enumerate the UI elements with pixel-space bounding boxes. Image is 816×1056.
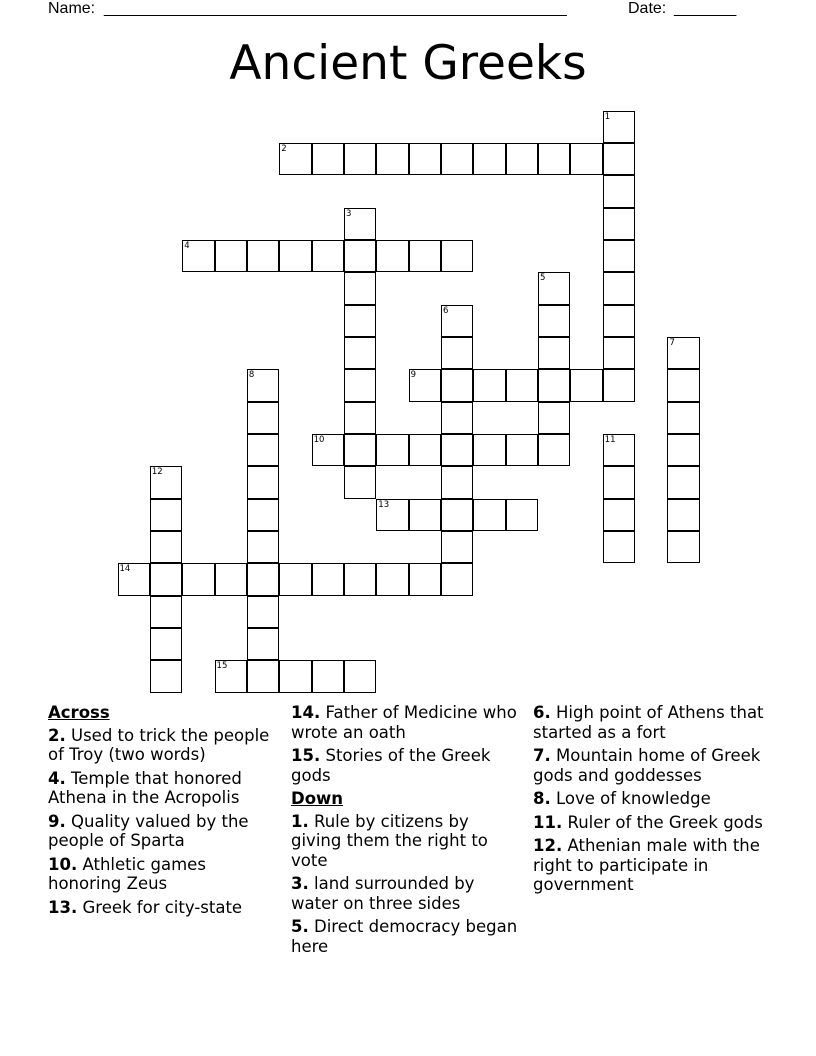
page-title: Ancient Greeks: [229, 36, 587, 91]
grid-cell[interactable]: [344, 337, 376, 369]
grid-cell[interactable]: [441, 563, 473, 595]
clue-number: 5: [540, 273, 546, 284]
grid-cell[interactable]: [441, 240, 473, 272]
grid-cell[interactable]: [118, 563, 150, 595]
clue-across-15: 15. Stories of the Greek gods: [291, 746, 491, 785]
grid-cell[interactable]: [667, 337, 699, 369]
grid-cell[interactable]: [603, 208, 635, 240]
name-blank: ____________________________________________________: [104, 0, 567, 17]
grid-cell[interactable]: [344, 402, 376, 434]
clues-column-1: [48, 703, 278, 921]
down-heading: Down: [291, 789, 344, 808]
grid-cell[interactable]: [603, 434, 635, 466]
grid-cell[interactable]: [441, 466, 473, 498]
grid-cell[interactable]: [182, 240, 214, 272]
grid-cell[interactable]: [150, 466, 182, 498]
grid-cell[interactable]: [570, 143, 602, 175]
grid-cell[interactable]: [409, 434, 441, 466]
grid-cell[interactable]: [473, 369, 505, 401]
grid-cell[interactable]: [667, 402, 699, 434]
grid-cell[interactable]: [344, 305, 376, 337]
grid-cell[interactable]: [279, 143, 311, 175]
grid-cell[interactable]: [570, 369, 602, 401]
grid-cell[interactable]: [247, 596, 279, 628]
clue-number: 1: [604, 111, 611, 122]
grid-cell[interactable]: [215, 563, 247, 595]
grid-cell[interactable]: [441, 402, 473, 434]
grid-cell[interactable]: [150, 563, 182, 595]
grid-cell[interactable]: [312, 660, 344, 692]
grid-cell[interactable]: [215, 240, 247, 272]
grid-cell[interactable]: [409, 563, 441, 595]
clues-column-3: [533, 703, 773, 899]
grid-cell[interactable]: [506, 499, 538, 531]
grid-cell[interactable]: [344, 563, 376, 595]
grid-cell[interactable]: [344, 660, 376, 692]
grid-cell[interactable]: [376, 240, 408, 272]
name-label: Name:: [48, 0, 96, 17]
clue-number: 11: [604, 435, 616, 445]
clue-number: 13: [378, 499, 390, 510]
clue-number: 8: [248, 370, 255, 381]
grid-cell[interactable]: [279, 563, 311, 595]
grid-cell[interactable]: [247, 531, 279, 563]
grid-cell[interactable]: [247, 369, 279, 401]
grid-cell[interactable]: [409, 499, 441, 531]
grid-cell[interactable]: [473, 499, 505, 531]
clue-number: 10: [313, 435, 325, 445]
header: [0, 0, 816, 20]
grid-cell[interactable]: [312, 143, 344, 175]
grid-cell[interactable]: [215, 660, 247, 692]
grid-cell[interactable]: [376, 499, 408, 531]
grid-cell[interactable]: [506, 143, 538, 175]
clue-across-14: 14. Father of Medicine who wrote an oath: [291, 703, 517, 742]
grid-cell[interactable]: [603, 466, 635, 498]
grid-cell[interactable]: [247, 628, 279, 660]
grid-cell[interactable]: [538, 402, 570, 434]
clue-across-10: 10. Athletic games honoring Zeus: [48, 854, 206, 893]
grid-cell[interactable]: [441, 369, 473, 401]
clue-number: 9: [410, 370, 417, 381]
clue-down-8: 8. Love of knowledge: [533, 789, 711, 808]
grid-cell[interactable]: [441, 337, 473, 369]
grid-cell[interactable]: [247, 499, 279, 531]
clue-number: 12: [151, 467, 163, 478]
grid-cell[interactable]: [603, 369, 635, 401]
grid-cell[interactable]: [409, 369, 441, 401]
grid-cell[interactable]: [667, 499, 699, 531]
grid-cell[interactable]: [441, 143, 473, 175]
grid-cell[interactable]: [441, 434, 473, 466]
clue-number: 15: [216, 661, 228, 672]
grid-cell[interactable]: [279, 240, 311, 272]
grid-cell[interactable]: [538, 305, 570, 337]
across-heading: Across: [48, 703, 110, 722]
grid-cell[interactable]: [150, 531, 182, 563]
grid-cell[interactable]: [376, 434, 408, 466]
grid-cell[interactable]: [312, 563, 344, 595]
grid-cell[interactable]: [376, 563, 408, 595]
clue-number: 4: [184, 240, 190, 251]
grid-cell[interactable]: [247, 402, 279, 434]
grid-cell[interactable]: [344, 240, 376, 272]
clue-down-1: 1. Rule by citizens by giving them the right to vote: [291, 811, 488, 870]
grid-cell[interactable]: [603, 337, 635, 369]
grid-cell[interactable]: [603, 143, 635, 175]
grid-cell[interactable]: [603, 175, 635, 207]
grid-cell[interactable]: [603, 531, 635, 563]
date-label: Date:: [628, 0, 667, 17]
grid-cell[interactable]: [344, 434, 376, 466]
grid-cell[interactable]: [344, 272, 376, 304]
grid-cell[interactable]: [409, 143, 441, 175]
clue-down-3: 3. land surrounded by water on three sides: [291, 874, 475, 913]
clue-down-11: 11. Ruler of the Greek gods: [533, 812, 763, 832]
clue-number: 7: [669, 337, 675, 348]
clue-number: 14: [119, 564, 131, 575]
date-blank: _______: [674, 0, 737, 17]
grid-cell[interactable]: [441, 531, 473, 563]
grid-cell[interactable]: [441, 305, 473, 337]
clues-column-2: [291, 703, 521, 960]
grid-cell[interactable]: [344, 208, 376, 240]
grid-cell[interactable]: [150, 596, 182, 628]
clue-down-12: 12. Athenian male with the right to participate in government: [533, 836, 760, 894]
clue-number: 2: [281, 143, 287, 154]
grid-cell[interactable]: [506, 434, 538, 466]
grid-cell[interactable]: [603, 272, 635, 304]
grid-cell[interactable]: [538, 337, 570, 369]
grid-cell[interactable]: [667, 434, 699, 466]
grid-cell[interactable]: [312, 240, 344, 272]
grid-cell[interactable]: [506, 369, 538, 401]
grid-cell[interactable]: [376, 143, 408, 175]
grid-cell[interactable]: [150, 628, 182, 660]
grid-cell[interactable]: [603, 499, 635, 531]
clue-down-7: 7. Mountain home of Greek gods and goddesses: [533, 746, 761, 785]
grid-cell[interactable]: [247, 434, 279, 466]
grid-cell[interactable]: [279, 660, 311, 692]
grid-cell[interactable]: [247, 240, 279, 272]
clue-across-4: 4. Temple that honored Athena in the Acropolis: [48, 768, 242, 807]
grid-cell[interactable]: [667, 531, 699, 563]
clue-across-13: 13. Greek for city-state: [48, 897, 243, 917]
grid-cell[interactable]: [538, 434, 570, 466]
grid-cell[interactable]: [538, 143, 570, 175]
grid-cell[interactable]: [603, 240, 635, 272]
grid-cell[interactable]: [538, 369, 570, 401]
grid-cell[interactable]: [344, 466, 376, 498]
grid-cell[interactable]: [667, 369, 699, 401]
grid-cell[interactable]: [312, 434, 344, 466]
clue-across-9: 9. Quality valued by the people of Sparta: [48, 811, 249, 850]
grid-cell[interactable]: [409, 240, 441, 272]
clue-down-6: 6. High point of Athens that started as a fort: [533, 703, 764, 742]
clue-number: 6: [443, 305, 449, 316]
grid-cell[interactable]: [667, 466, 699, 498]
grid-cell[interactable]: [538, 272, 570, 304]
grid-cell[interactable]: [150, 499, 182, 531]
clue-down-5: 5. Direct democracy began here: [291, 917, 518, 956]
grid-cell[interactable]: [247, 563, 279, 595]
grid-cell[interactable]: [441, 499, 473, 531]
grid-cell[interactable]: [473, 434, 505, 466]
grid-cell[interactable]: [247, 466, 279, 498]
grid-cell[interactable]: [344, 143, 376, 175]
clue-across-2: 2. Used to trick the people of Troy (two words): [48, 725, 270, 764]
clue-number: 3: [345, 208, 352, 219]
grid-cell[interactable]: [247, 660, 279, 692]
grid-cell[interactable]: [473, 143, 505, 175]
grid-cell[interactable]: [150, 660, 182, 692]
grid-cell[interactable]: [182, 563, 214, 595]
grid-cell[interactable]: [603, 111, 635, 143]
grid-cell[interactable]: [603, 305, 635, 337]
grid-cell[interactable]: [344, 369, 376, 401]
